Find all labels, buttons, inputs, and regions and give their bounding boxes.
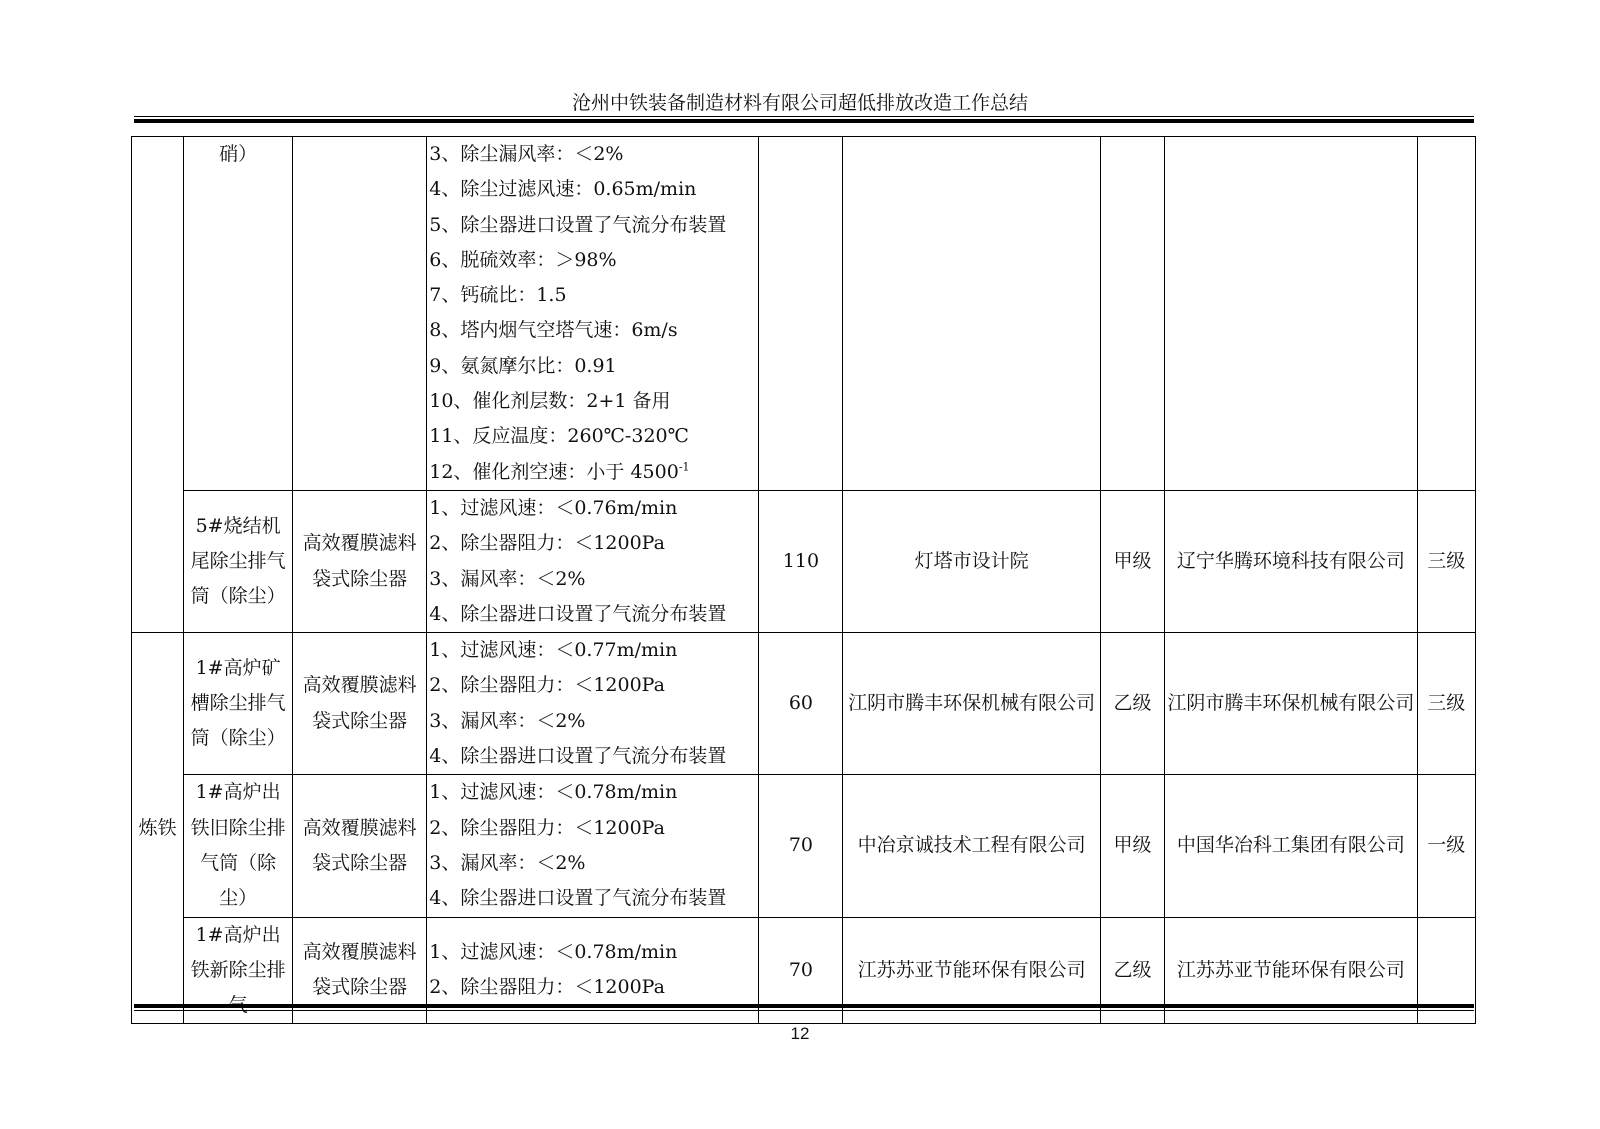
builder-cell: 江苏苏亚节能环保有限公司 [1165,917,1417,1024]
equipment-cell: 高效覆膜滤料袋式除尘器 [292,775,426,917]
designer-cell: 江阴市腾丰环保机械有限公司 [843,633,1100,775]
param-line: 9、氨氮摩尔比：0.91 [429,354,617,377]
builder-cell: 辽宁华腾环境科技有限公司 [1165,490,1417,632]
param-line: 5、除尘器进口设置了气流分布装置 [429,213,727,236]
investment-cell [759,137,843,491]
level-cell [1417,137,1475,491]
grade-cell: 乙级 [1100,917,1165,1024]
header-rule-thin [134,116,1474,117]
param-line: 3、漏风率：＜2% [429,709,586,732]
investment-cell: 70 [759,917,843,1024]
emission-project-table [131,136,1476,1024]
source-cell: 1#高炉出铁新除尘排 [184,917,293,1024]
params-cell [427,490,759,632]
header-rule-thick [134,119,1474,123]
source-cell: 1#高炉出铁旧除尘排气筒（除尘） [184,775,293,917]
param-text: 12、催化剂空速：小于 4500 [429,460,679,483]
designer-cell [843,137,1100,491]
equipment-cell: 高效覆膜滤料袋式除尘器 [292,917,426,1024]
footer-rule-thin [134,1010,1474,1011]
level-cell: 三级 [1417,490,1475,632]
process-cell: 炼铁 [132,633,184,1024]
param-line [429,455,756,490]
designer-cell: 江苏苏亚节能环保有限公司 [843,917,1100,1024]
params-cell [427,775,759,917]
investment-cell: 60 [759,633,843,775]
designer-cell: 中冶京诚技术工程有限公司 [843,775,1100,917]
param-line: 10、催化剂层数：2+1 备用 [429,390,671,413]
param-line: 8、塔内烟气空塔气速：6m/s [429,319,678,342]
param-line: 6、脱硫效率：＞98% [429,248,617,271]
param-superscript: -1 [678,460,690,474]
page-header-title: 沧州中铁装备制造材料有限公司超低排放改造工作总结 [571,92,1028,114]
builder-cell: 中国华冶科工集团有限公司 [1165,775,1417,917]
equipment-cell: 高效覆膜滤料袋式除尘器 [292,633,426,775]
param-line: 4、除尘过滤风速：0.65m/min [429,178,697,201]
footer-rule-thick [134,1004,1474,1008]
param-line: 4、除尘器进口设置了气流分布装置 [429,602,727,625]
table-row [132,633,1476,775]
source-cell: 硝） [184,137,293,491]
source-cell: 1#高炉矿槽除尘排气筒（除尘） [184,633,293,775]
grade-cell: 乙级 [1100,633,1165,775]
table-row [132,775,1476,917]
param-line: 2、除尘器阻力：＜1200Pa [429,816,665,839]
table-row [132,490,1476,632]
equipment-cell: 高效覆膜滤料袋式除尘器 [292,490,426,632]
grade-cell: 甲级 [1100,490,1165,632]
param-line: 4、除尘器进口设置了气流分布装置 [429,887,727,910]
param-line: 3、除尘漏风率：＜2% [429,143,624,165]
param-line: 2、除尘器阻力：＜1200Pa [429,532,665,555]
level-cell: 一级 [1417,775,1475,917]
designer-cell: 灯塔市设计院 [843,490,1100,632]
param-line: 1、过滤风速：＜0.76m/min [429,496,678,519]
level-cell: 三级 [1417,633,1475,775]
param-line: 7、钙硫比：1.5 [429,284,567,307]
param-line: 11、反应温度：260℃-320℃ [429,425,689,448]
params-cell [427,137,759,491]
param-line: 2、除尘器阻力：＜1200Pa [429,674,665,697]
table-row [132,137,1476,491]
params-cell [427,633,759,775]
builder-cell: 江阴市腾丰环保机械有限公司 [1165,633,1417,775]
param-line: 4、除尘器进口设置了气流分布装置 [429,745,727,768]
source-cell: 5#烧结机尾除尘排气筒（除尘） [184,490,293,632]
param-line: 3、漏风率：＜2% [429,567,586,590]
builder-cell [1165,137,1417,491]
param-line: 1、过滤风速：＜0.78m/min [429,941,678,964]
grade-cell [1100,137,1165,491]
param-line: 2、除尘器阻力：＜1200Pa [429,976,665,999]
investment-cell: 70 [759,775,843,917]
equipment-cell [292,137,426,491]
investment-cell: 110 [759,490,843,632]
process-cell-empty [132,137,184,633]
param-line: 1、过滤风速：＜0.78m/min [429,781,678,804]
page-number: 12 [790,1024,810,1043]
grade-cell: 甲级 [1100,775,1165,917]
param-line: 3、漏风率：＜2% [429,851,586,874]
param-line: 1、过滤风速：＜0.77m/min [429,639,678,662]
